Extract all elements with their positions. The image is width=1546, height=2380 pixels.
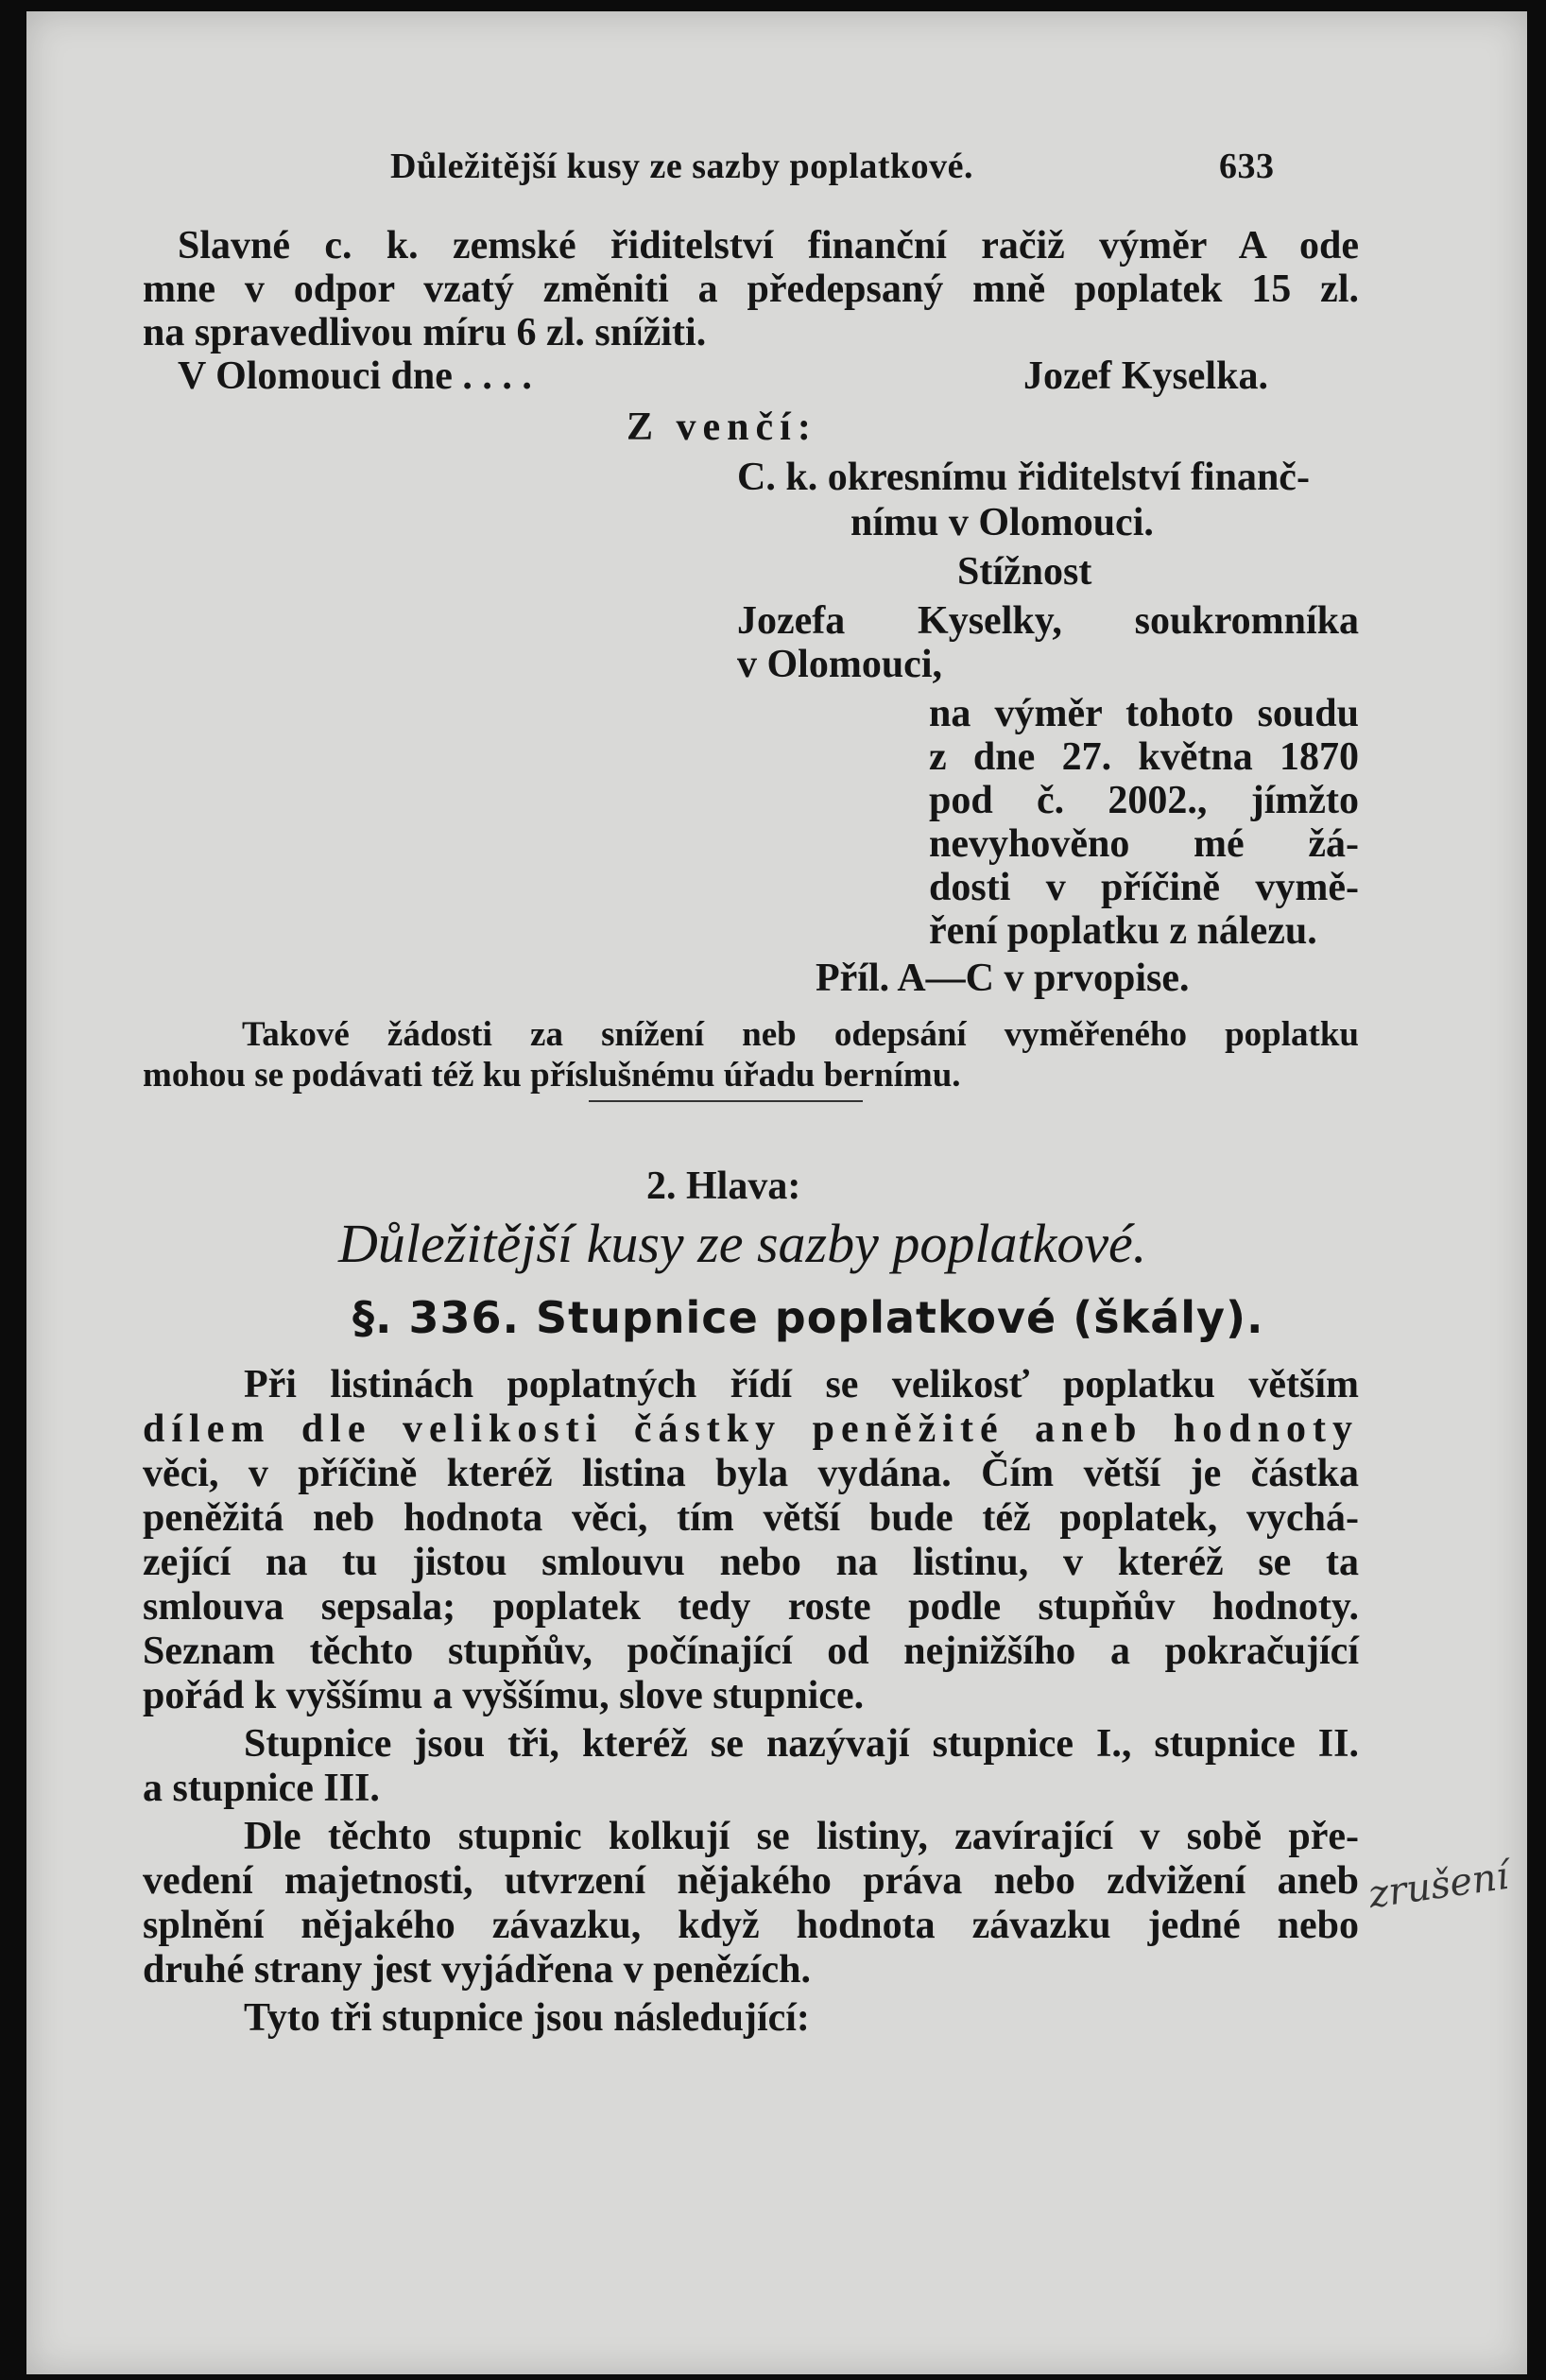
subject-line: nevyhověno mé žá-	[929, 822, 1359, 866]
divider-rule	[589, 1100, 863, 1102]
subject-line: z dne 27. května 1870	[929, 735, 1359, 779]
outside-label: Z venčí:	[627, 405, 817, 449]
paragraph-line: druhé strany jest vyjádřena v penězích.	[143, 1948, 811, 1992]
subject-line: ření poplatku z nálezu.	[929, 909, 1317, 953]
margin-annotation: zrušení	[1366, 1854, 1512, 1918]
subject-line: dosti v příčině vymě-	[929, 866, 1359, 909]
paragraph-line: věci, v příčině kteréž listina byla vydána. Čím větší je částka	[143, 1452, 1359, 1495]
letter-line: Slavné c. k. zemské řiditelství finanční račiž výměr A ode	[178, 224, 1359, 267]
paragraph-line: Při listinách poplatných řídí se velikosť poplatku větším	[244, 1363, 1359, 1406]
paragraph-line: Seznam těchto stupňův, počínající od nejnižšího a pokračující	[143, 1630, 1359, 1673]
note-line: Takové žádosti za snížení neb odepsání vyměřeného poplatku	[242, 1015, 1359, 1054]
addressee-line: C. k. okresnímu řiditelství finanč-	[737, 456, 1310, 499]
place-date: V Olomouci dne . . . .	[178, 354, 532, 398]
paragraph-line: Tyto tři stupnice jsou následující:	[244, 1996, 810, 2040]
chapter-label: 2. Hlava:	[646, 1164, 801, 1208]
paragraph-line: zející na tu jistou smlouvu nebo na listinu, v kteréž se ta	[143, 1541, 1359, 1584]
paragraph-line: vedení majetnosti, utvrzení nějakého práva nebo zdvižení aneb	[143, 1859, 1359, 1903]
letter-line: mne v odpor vzatý změniti a předepsaný mně poplatek 15 zl.	[143, 267, 1359, 311]
paragraph-line: peněžitá neb hodnota věci, tím větší bude též poplatek, vychá-	[143, 1496, 1359, 1540]
complaint-title: Stížnost	[957, 550, 1092, 594]
paragraph-line: a stupnice III.	[143, 1767, 380, 1810]
section-heading: §. 336. Stupnice poplatkové (škály).	[352, 1292, 1264, 1343]
complainant-line: Jozefa Kyselky, soukromníka	[737, 599, 1359, 643]
paragraph-line: smlouva sepsala; poplatek tedy roste podle stupňův hodnoty.	[143, 1585, 1359, 1629]
page-number: 633	[1219, 147, 1275, 186]
paragraph-line: Stupnice jsou tři, kteréž se nazývají stupnice I., stupnice II.	[244, 1722, 1359, 1766]
addressee-line: nímu v Olomouci.	[850, 501, 1154, 544]
letter-line: na spravedlivou míru 6 zl. snížiti.	[143, 311, 707, 354]
paragraph-line: Dle těchto stupnic kolkují se listiny, zavírající v sobě pře-	[244, 1815, 1359, 1858]
paragraph-line: dílem dle velikosti částky peněžité aneb hodnoty	[143, 1407, 1359, 1451]
signature: Jozef Kyselka.	[1023, 354, 1268, 398]
subject-line: na výměr tohoto soudu	[929, 692, 1359, 735]
chapter-name: Důležitější kusy ze sazby poplatkové.	[338, 1213, 1147, 1274]
complainant-line: v Olomouci,	[737, 643, 942, 686]
subject-line: pod č. 2002., jímžto	[929, 779, 1359, 822]
running-header: Důležitější kusy ze sazby poplatkové.	[390, 147, 973, 186]
note-line: mohou se podávati též ku příslušnému úřadu bernímu.	[143, 1056, 961, 1095]
attachments: Příl. A—C v prvopise.	[816, 957, 1190, 1000]
paragraph-line: splnění nějakého závazku, když hodnota závazku jedné nebo	[143, 1904, 1359, 1947]
scanned-page	[26, 11, 1527, 2374]
paragraph-line: pořád k vyššímu a vyššímu, slove stupnice.	[143, 1674, 865, 1717]
